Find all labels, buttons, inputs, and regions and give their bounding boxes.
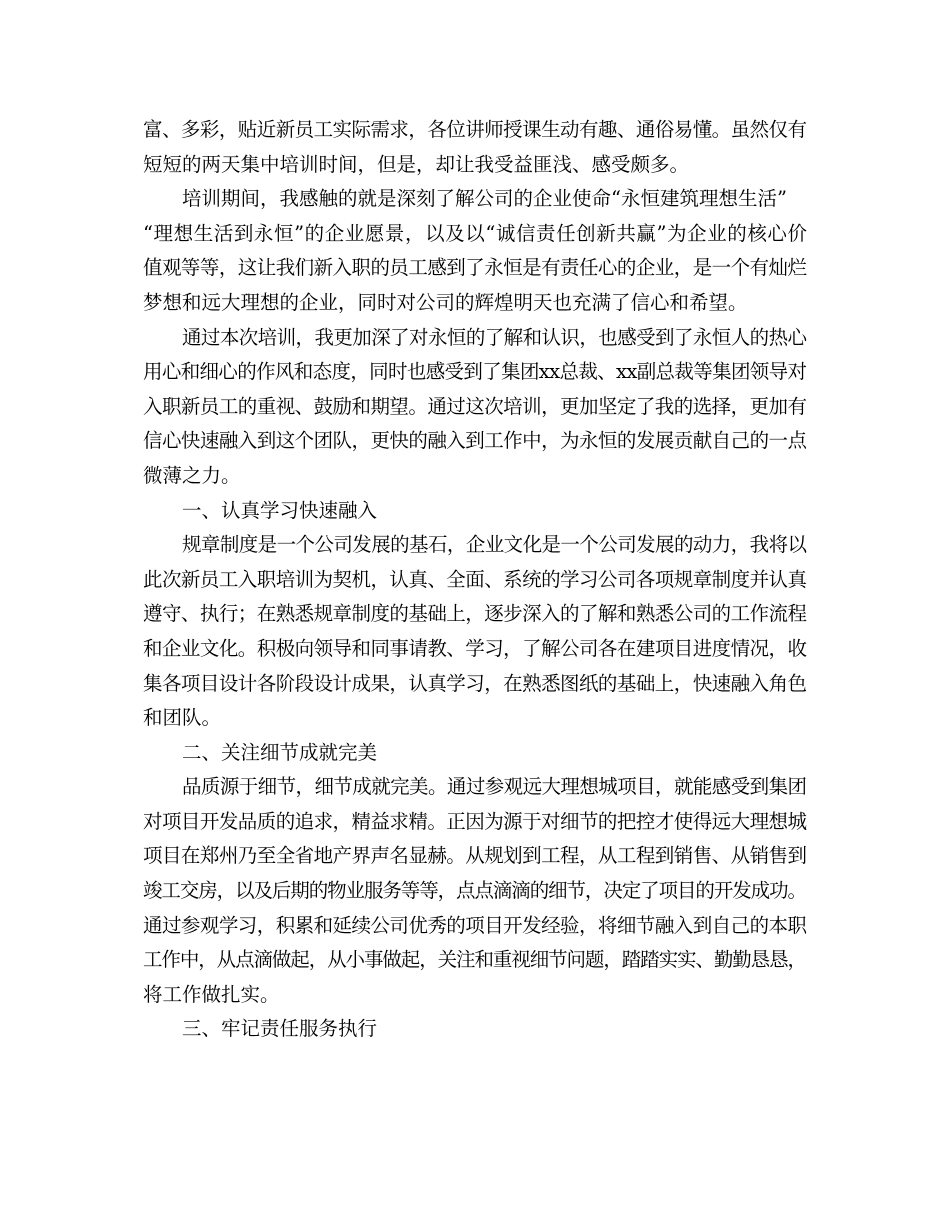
body-text-line: 用心和细心的作风和态度，同时也感受到了集团xx总裁、xx副总裁等集团领导对 bbox=[143, 360, 807, 384]
body-text-line: “理想生活到永恒”的企业愿景，以及以“诚信责任创新共赢”为企业的核心价 bbox=[143, 221, 807, 245]
body-text-line: 遵守、执行；在熟悉规章制度的基础上，逐步深入的了解和熟悉公司的工作流程 bbox=[143, 602, 807, 626]
body-text-line: 此次新员工入职培训为契机，认真、全面、系统的学习公司各项规章制度并认真 bbox=[143, 567, 807, 591]
body-text-line: 短短的两天集中培训时间，但是，却让我受益匪浅、感受颇多。 bbox=[143, 152, 690, 176]
section-heading: 一、认真学习快速融入 bbox=[182, 498, 378, 522]
body-text-line: 入职新员工的重视、鼓励和期望。通过这次培训，更加坚定了我的选择，更加有 bbox=[143, 394, 807, 418]
section-heading: 三、牢记责任服务执行 bbox=[182, 1017, 378, 1041]
body-text-line: 通过参观学习，积累和延续公司优秀的项目开发经验，将细节融入到自己的本职 bbox=[143, 913, 807, 937]
body-text-line: 工作中，从点滴做起，从小事做起，关注和重视细节问题，踏踏实实、勤勤恳恳， bbox=[143, 948, 806, 972]
paragraph-first-line: 品质源于细节，细节成就完美。通过参观远大理想城项目，就能感受到集团 bbox=[182, 775, 807, 799]
body-text-line: 对项目开发品质的追求，精益求精。正因为源于对细节的把控才使得远大理想城 bbox=[143, 809, 807, 833]
body-text-line: 和团队。 bbox=[143, 706, 222, 730]
body-text-line: 信心快速融入到这个团队，更快的融入到工作中，为永恒的发展贡献自己的一点 bbox=[143, 429, 807, 453]
paragraph-first-line: 培训期间，我感触的就是深刻了解公司的企业使命“永恒建筑理想生活” bbox=[182, 187, 787, 211]
body-text-line: 微薄之力。 bbox=[143, 463, 241, 487]
body-text-line: 和企业文化。积极向领导和同事请教、学习，了解公司各在建项目进度情况，收 bbox=[143, 636, 807, 660]
body-text-line: 竣工交房，以及后期的物业服务等等，点点滴滴的细节，决定了项目的开发成功。 bbox=[143, 879, 806, 903]
body-text-line: 项目在郑州乃至全省地产界声名显赫。从规划到工程，从工程到销售、从销售到 bbox=[143, 844, 807, 868]
paragraph-first-line: 通过本次培训，我更加深了对永恒的了解和认识，也感受到了永恒人的热心 bbox=[182, 325, 807, 349]
body-text-line: 富、多彩，贴近新员工实际需求，各位讲师授课生动有趣、通俗易懂。虽然仅有 bbox=[143, 118, 807, 141]
document-body bbox=[143, 113, 807, 1047]
body-text-line: 值观等等，这让我们新入职的员工感到了永恒是有责任心的企业，是一个有灿烂 bbox=[143, 256, 807, 280]
body-text-line: 集各项目设计各阶段设计成果，认真学习，在熟悉图纸的基础上，快速融入角色 bbox=[143, 671, 807, 695]
body-text-line: 将工作做扎实。 bbox=[143, 982, 280, 1006]
paragraph-first-line: 规章制度是一个公司发展的基石，企业文化是一个公司发展的动力，我将以 bbox=[182, 533, 807, 557]
body-text-line: 梦想和远大理想的企业，同时对公司的辉煌明天也充满了信心和希望。 bbox=[143, 290, 748, 314]
section-heading: 二、关注细节成就完美 bbox=[182, 740, 378, 764]
